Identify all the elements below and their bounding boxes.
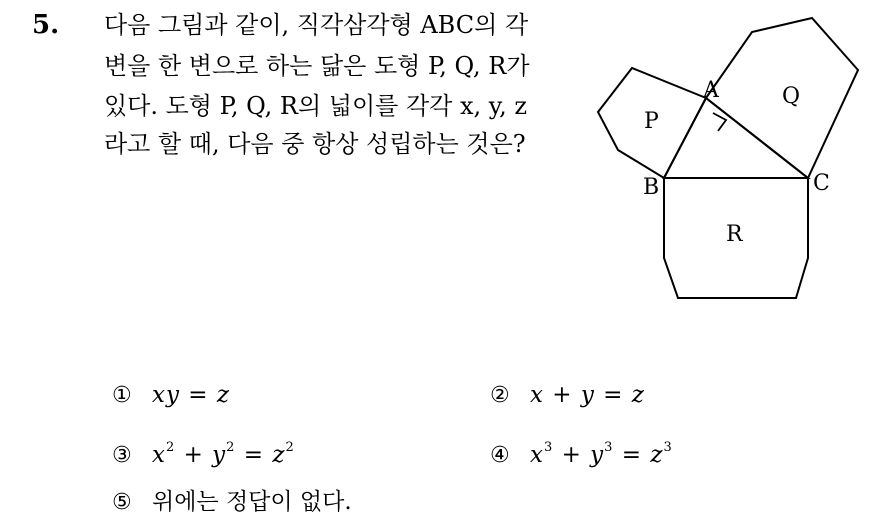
choice-5[interactable] bbox=[112, 487, 352, 518]
question-number: 5. bbox=[32, 10, 60, 40]
choice-4-number: ④ bbox=[490, 442, 510, 468]
choice-1-number: ① bbox=[112, 383, 132, 408]
label-p: P bbox=[644, 109, 659, 134]
choice-3[interactable] bbox=[112, 435, 295, 471]
choice-2-number: ② bbox=[490, 383, 510, 408]
label-b: B bbox=[643, 175, 660, 200]
question-text-line-4: 라고 할 때, 다음 중 항상 성립하는 것은? bbox=[104, 130, 526, 158]
choice-1-expression: xy = z bbox=[152, 382, 230, 408]
choice-4-expression: $x^3 + y^3 = z^3$ bbox=[530, 440, 673, 468]
label-r: R bbox=[726, 222, 743, 247]
choice-2-expression: x + y = z bbox=[530, 382, 645, 408]
choice-3-expression: $x^2 + y^2 = z^2$ bbox=[152, 440, 295, 468]
label-q: Q bbox=[782, 84, 801, 109]
label-c: C bbox=[813, 171, 830, 196]
question-text-line-3: 있다. 도형 P, Q, R의 넓이를 각각 x, y, z bbox=[104, 92, 528, 120]
right-angle-marker bbox=[713, 113, 726, 131]
choice-5-number: ⑤ bbox=[112, 490, 132, 515]
choice-5-text: 위에는 정답이 없다. bbox=[152, 489, 352, 515]
choice-3-number: ③ bbox=[112, 442, 132, 468]
question-text-line-1: 다음 그림과 같이, 직각삼각형 ABC의 각 bbox=[104, 11, 529, 39]
question-text-line-2: 변을 한 변으로 하는 닮은 도형 P, Q, R가 bbox=[104, 52, 530, 80]
choice-1[interactable] bbox=[112, 380, 230, 411]
choice-2[interactable] bbox=[490, 380, 645, 411]
label-a: A bbox=[703, 78, 719, 103]
choice-4[interactable] bbox=[490, 435, 673, 471]
